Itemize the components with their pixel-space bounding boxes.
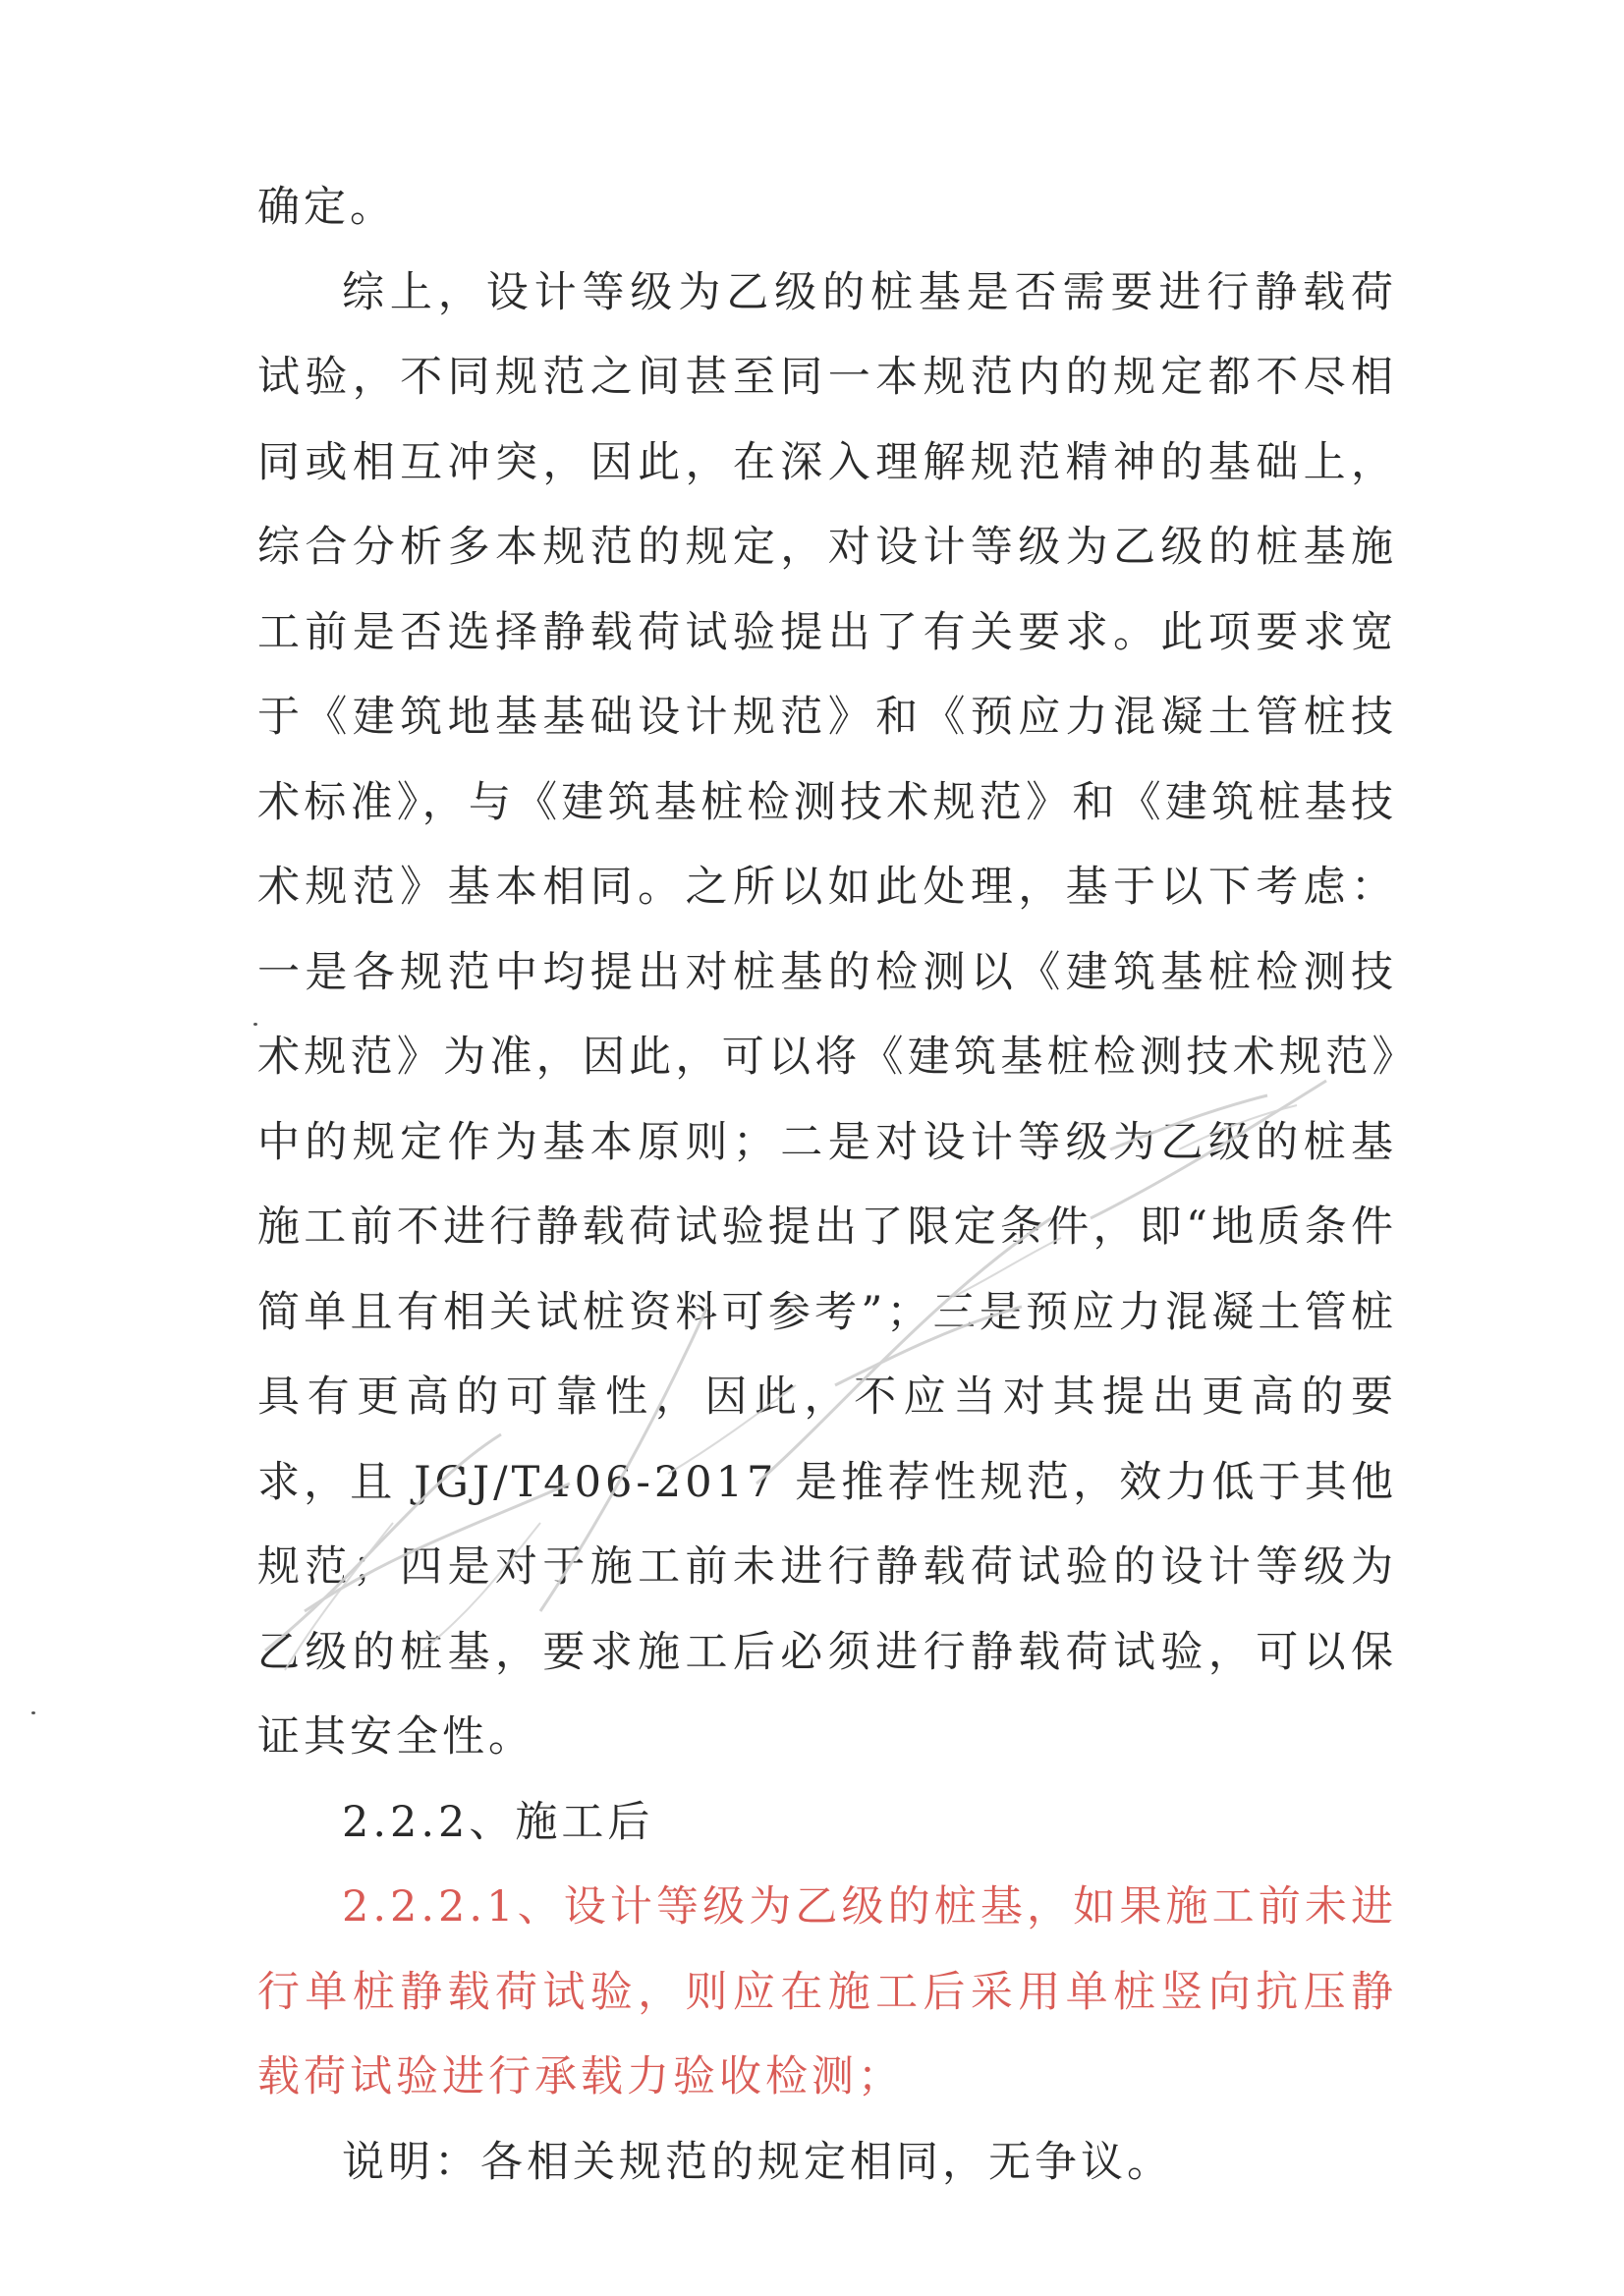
- requirement-clause-red: 2.2.2.1、设计等级为乙级的桩基，如果施工前未进行单桩静载荷试验，则应在施工后采用单桩竖向抗压静载荷试验进行承载力验收检测；: [257, 1882, 1397, 2101]
- section-heading-after-construction: 2.2.2、施工后: [342, 1797, 654, 1847]
- scan-speck: [253, 1023, 257, 1026]
- paragraph-summary: 综上，设计等级为乙级的桩基是否需要进行静载荷试验，不同规范之间甚至同一本规范内的规定都不尽相同或相互冲突，因此，在深入理解规范精神的基础上，综合分析多本规范的规定，对设计等级为乙级的桩基施工前是否选择静载荷试验提出了有关要求。此项要求宽于《建筑地基基础设计规范》和《预应力混凝土管桩技术标准》，与《建筑基桩检测技术规范》和《建筑桩基技术规范》基本相同。之所以如此处理，基于以下考虑：一是各规范中均提出对桩基的检测以《建筑基桩检测技术规范》为准，因此，可以将《建筑基桩检测技术规范》中的规定作为基本原则；二是对设计等级为乙级的桩基施工前不进行静载荷试验提出了限定条件，即“地质条件简单且有相关试桩资料可参考”；三是预应力混凝土管桩具有更高的可靠性，因此，不应当对其提出更高的要求，且 JGJ/T406-2017 是推荐性规范，效力低于其他规范；四是对于施工前未进行静载荷试验的设计等级为乙级的桩基，要求施工后必须进行静载荷试验，可以保证其安全性。: [257, 267, 1397, 1762]
- explanation-paragraph: 说明：各相关规范的规定相同，无争议。: [342, 2137, 1173, 2187]
- scan-speck: [31, 1711, 35, 1714]
- body-text: [257, 165, 1397, 2205]
- paragraph-conclusion-start: 确定。: [257, 183, 396, 232]
